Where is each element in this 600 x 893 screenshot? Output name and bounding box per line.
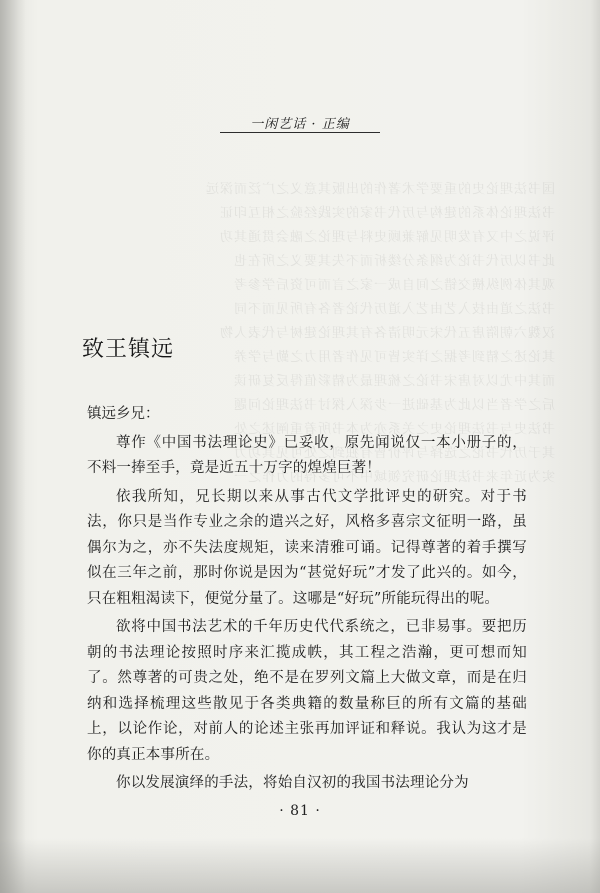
running-header: 一闲艺话 · 正编 <box>250 117 350 132</box>
salutation: 镇远乡兄： <box>87 406 160 422</box>
page-gutter-shadow <box>0 0 26 893</box>
letter-body <box>87 402 527 797</box>
letter-title: 致王镇远 <box>82 337 175 362</box>
paragraph-1: 尊作《中国书法理论史》已妥收，原先闻说仅一本小册子的，不料一捧至手，竟是近五十万字的煌煌巨著！ <box>87 434 527 476</box>
page-bottom-shadow <box>0 838 600 893</box>
paragraph-2: 依我所知，兄长期以来从事古代文学批评史的研究。对于书法，你只是当作专业之余的遣兴之好，风格多喜宗文征明一路，虽偶尔为之，亦不失法度规矩，读来清雅可诵。记得尊著的着手撰写似在三年之前，那时你说是因为“甚觉好玩”才发了此兴的。如今，只在粗粗渴读下，便觉分量了。这哪是“好玩”所能玩得出的呢。 <box>87 488 527 607</box>
paragraph-4: 你以发展演绎的手法，将始自汉初的我国书法理论分为 <box>116 775 469 791</box>
show-through-text: 国书法理论史的重要学术著作的出版其意义之广泛而深远 书法理论体系的建构与历代书家的实践经验之相互印证 评说之中又有发明见解兼顾史料与理论之融会贯通其功 此书以历代书论为纲条分缕析而不失其要义之所在也 观其体例纵横交错之间自成一家之言而可资后学参考 书法之道由技入艺由艺入道历代论者各有所见而不同 汉魏六朝隋唐五代宋元明清各有其理论建树与代表人物 其论述之精到考据之详实皆可见作者用力之勤与学养 而其中尤以对唐宋书论之梳理最为精彩值得反复研读 后之学者当以此为基础进一步深入探讨书法理论问题 书法史与书法理论史之关系亦为本书所着重阐述之处 其于历代书论之选择与评价皆有独到之处可见其功力 实为近年来书法理论研究领域中不可多得的力作之一 <box>204 182 555 485</box>
header-rule <box>220 132 380 133</box>
page-number: · 81 · <box>279 803 321 819</box>
paragraph-3: 欲将中国书法艺术的千年历史代代系统之，已非易事。要把历朝的书法理论按照时序来汇揽成帙，其工程之浩瀚，更可想而知了。然尊著的可贵之处，绝不是在罗列文篇上大做文章，而是在归纳和选择梳理这些散见于各类典籍的数量称巨的所有文篇的基础上，以论作论，对前人的论述主张再加评证和释说。我认为这才是你的真正本事所在。 <box>87 619 527 763</box>
